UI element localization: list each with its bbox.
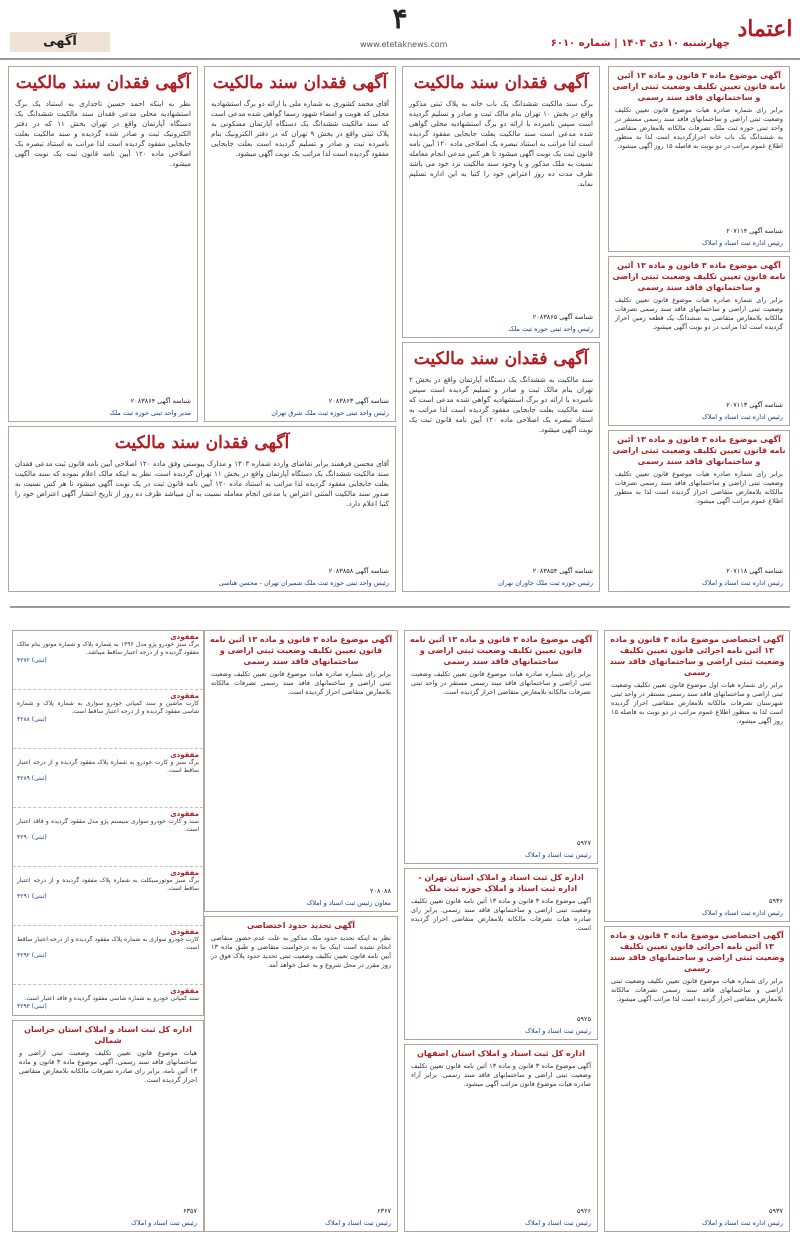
lost-ref: (ثبتی) ۴۲۸۸ — [17, 716, 47, 723]
ad-body: آگهی موضوع ماده ۳ قانون و ماده ۱۳ آئین نامه قانون تعیین تکلیف وضعیت ثبتی اراضی و ساختمانهای فاقد سند رسمی. برابر آراء صادره هیات موضوع قانون مراتب آگهی میشود. — [411, 1062, 592, 1088]
lost-item — [13, 690, 203, 749]
ad-footer: رئیس حوزه ثبت ملک خاوران تهران — [498, 579, 593, 587]
ad-footer: معاون رئیس ثبت اسناد و املاک — [306, 899, 391, 907]
ad-box — [608, 256, 790, 426]
lost-heading: مفقودی — [170, 928, 199, 936]
ad-box — [402, 342, 600, 592]
ad-footer: مدیر واحد ثبتی حوزه ثبت ملک — [109, 409, 191, 417]
ad-notice: شناسه آگهی ۲۰۸۳۸۶۳ — [328, 397, 389, 405]
ad-body: برگ سند مالکیت ششدانگ یک باب خانه به پلاک ثبتی مذکور واقع در بخش ۱۰ تهران بنام مالک ثبت و صادر و تسلیم گردیده است سپس نامبرده با ارائه دو برگ استشهادیه محلی گواهی شده مدعی است سند مالکیت بعلت جابجایی مفقود گردیده است لذا مراتب به استناد تبصره یک اصلاحی ماده ۱۲۰ آیین نامه قانون ثبت یک نوبت آگهی میشود تا هر کس مدعی انجام معامله نسبت به ملک مذکور و یا وجود سند مالکیت نزد خود می باشد ظرف مدت ده روز اعتراض خود را کتبا به این اداره تسلیم نماید. — [409, 100, 594, 188]
ad-footer: رئیس واحد ثبتی حوزه ثبت ملک شمیران تهران - محسن هناسی — [218, 579, 389, 587]
ad-notice: ۵۹۲۶ — [577, 1207, 591, 1215]
lost-heading: مفقودی — [170, 987, 199, 995]
ad-notice: شناسه آگهی ۲۰۸۳۸۵۸ — [328, 567, 389, 575]
ad-title: آگهی اختصاصی موضوع ماده ۳ قانون و ماده ۱۳ آئین نامه اجرائی قانون تعیین تکلیف وضعیت ثبتی اراضی و ساختمانهای فاقد سند رسمی — [609, 635, 785, 677]
section-divider — [10, 606, 790, 608]
ad-body: برابر رای شماره صادره هیات موضوع قانون تعیین تکلیف وضعیت ثبتی اراضی و ساختمانهای فاقد سند رسمی تصرفات مالکانه بلامعارض متقاضی به ششدانگ یک قطعه زمین احراز گردیده است لذا مراتب در دو نوبت آگهی میشود. — [615, 296, 783, 331]
ad-body: آقای محسن فرهمند برابر تقاضای وارده شماره ۱۴۰۳ و مدارک پیوستی وفق ماده ۱۲۰ اصلاحی آیین نامه قانون ثبت مدعی فقدان سند مالکیت ششدانگ یک دستگاه آپارتمان واقع در بخش ۱۱ تهران گردیده است، نظر به اینکه مالک اعلام نموده که سند مالکیت بعلت جابجایی مفقود گردیده لذا مراتب به استناد ماده ۱۲۰ آیین نامه قانون ثبت در یک نوبت آگهی میشود تا هر کس نسبت به صدور سند مالکیت المثنی اعتراض یا مدعی انجام معامله نسبت به آن میباشد ظرف ده روز از تاریخ انتشار آگهی اعتراض خود را کتبا اعلام دارد. — [15, 460, 390, 508]
ad-body: هیات موضوع قانون تعیین تکلیف وضعیت ثبتی اراضی و ساختمانهای فاقد سند رسمی. آگهی موضوع ماده ۳ قانون و ماده ۱۳ آئین نامه، برابر رای صادره تصرفات مالکانه بلامعارض متقاضی احراز گردیده است. — [19, 1049, 197, 1084]
ad-notice: شناسه آگهی ۲۰۸۳۸۵۴ — [532, 567, 593, 575]
ad-footer: رئیس واحد ثبتی حوزه ثبت ملک — [508, 325, 593, 333]
ad-box — [404, 630, 598, 864]
lost-body: برگ سبز و کارت خودرو به شماره پلاک مفقود گردیده و از درجه اعتبار ساقط است. — [17, 759, 199, 774]
ad-footer: رئیس ثبت اسناد و املاک — [131, 1219, 197, 1227]
ad-notice: شناسه آگهی ۲۰۸۳۸۶۵ — [532, 313, 593, 321]
ad-notice: ۲۰۸۰۸۸ — [370, 887, 391, 895]
ad-box — [204, 916, 398, 1232]
lost-body: کارت ماشین و سند کمپانی خودرو سواری به شماره پلاک و شماره شاسی مفقود گردیده و از درجه اعتبار ساقط است. — [17, 700, 199, 715]
ad-body: آقای محمد کشوری به شماره ملی با ارائه دو برگ استشهادیه محلی که هویت و امضاء شهود رسما گواهی شده مدعی است که سند مالکیت ششدانگ یک دستگاه آپارتمان مسکونی به پلاک ثبتی واقع در بخش ۹ تهران که در دفتر الکترونیک بنام نامبرده ثبت و صادر و تسلیم گردیده است بعلت جابجایی مفقود گردیده است لذا مراتب یک نوبت آگهی میشود. — [211, 100, 389, 158]
ad-notice: شناسه آگهی ۲۰۷۱۱۸ — [726, 567, 783, 575]
page-header — [0, 0, 800, 60]
lost-ref: (ثبتی) ۴۲۸۹ — [17, 775, 47, 782]
lost-body: برگ سبز موتورسیکلت به شماره پلاک مفقود گردیده و از درجه اعتبار ساقط است. — [17, 877, 199, 892]
ad-box — [204, 630, 398, 912]
section-label: آگهی — [10, 32, 110, 52]
lost-ref: (ثبتی) ۴۲۹۲ — [17, 952, 47, 959]
lost-heading: مفقودی — [170, 751, 199, 759]
ad-body: برابر رای شماره صادره هیات موضوع قانون تعیین تکلیف وضعیت ثبتی اراضی و ساختمانهای فاقد سند رسمی تصرفات مالکانه بلامعارض متقاضی احراز گردیده است لذا به منظور اطلاع عموم مراتب آگهی میشود. — [615, 470, 783, 505]
lost-body: سند و کارت خودرو سواری سیستم پژو مدل مفقود گردیده و فاقد اعتبار است. — [17, 818, 199, 833]
ad-title: آگهی موضوع ماده ۳ قانون و ماده ۱۳ آئین نامه قانون تعیین تکلیف وضعیت ثبتی اراضی و ساختمانهای فاقد سند رسمی — [209, 635, 393, 666]
ad-title: آگهی موضوع ماده ۳ قانون و ماده ۱۳ آئین نامه قانون تعیین تکلیف وضعیت ثبتی اراضی و ساختمانهای فاقد سند رسمی — [612, 435, 786, 466]
ad-footer: رئیس ثبت اسناد و املاک — [325, 1219, 391, 1227]
ad-title: آگهی موضوع ماده ۳ قانون و ماده ۱۳ آئین نامه قانون تعیین تکلیف وضعیت ثبتی اراضی و ساختمانهای فاقد سند رسمی — [612, 71, 786, 102]
ad-title: آگهی موضوع ماده ۳ قانون و ماده ۱۳ آئین نامه قانون تعیین تکلیف وضعیت ثبتی اراضی و ساختمانهای فاقد سند رسمی — [409, 635, 593, 666]
issue-date: چهارشنبه ۱۰ دی ۱۴۰۳ | شماره ۶۰۱۰ — [550, 38, 730, 49]
ad-box — [604, 630, 790, 922]
lost-body: کارت خودرو سواری به شماره پلاک مفقود گردیده و از درجه اعتبار ساقط است. — [17, 936, 199, 951]
ad-notice: ۶۳۶۷ — [377, 1207, 391, 1215]
lost-heading: مفقودی — [170, 692, 199, 700]
lost-item — [13, 808, 203, 867]
ad-title: اداره کل ثبت اسناد و املاک استان خراسان شمالی — [24, 1025, 192, 1045]
website-url: www.etetaknews.com — [360, 40, 448, 49]
ad-title: آگهی فقدان سند مالکیت — [212, 73, 388, 93]
ad-notice: ۶۳۵۷ — [183, 1207, 197, 1215]
lost-ref: (ثبتی) ۴۲۷۲ — [17, 657, 47, 664]
ad-title: اداره کل ثبت اسناد و املاک استان تهران - اداره ثبت اسناد و املاک حوزه ثبت ملک — [418, 873, 584, 893]
lost-item — [13, 749, 203, 808]
ad-title: آگهی فقدان سند مالکیت — [114, 433, 290, 453]
ad-title: آگهی موضوع ماده ۳ قانون و ماده ۱۳ آئین نامه قانون تعیین تکلیف وضعیت ثبتی اراضی و ساختمانهای فاقد سند رسمی — [612, 261, 786, 292]
ad-footer: رئیس ثبت اسناد و املاک — [525, 1027, 591, 1035]
ad-title: آگهی اختصاصی موضوع ماده ۳ قانون و ماده ۱۳ آئین نامه اجرائی قانون تعیین تکلیف وضعیت ثبتی اراضی و ساختمانهای فاقد سند رسمی — [609, 931, 785, 973]
ad-box — [608, 430, 790, 592]
ad-footer: رئیس واحد ثبتی حوزه ثبت ملک شرق تهران — [271, 409, 389, 417]
ad-notice: ۵۹۳۶ — [769, 897, 783, 905]
ad-footer: رئیس اداره ثبت اسناد و املاک — [702, 579, 783, 587]
ad-notice: شناسه آگهی ۲۰۸۳۸۶۴ — [130, 397, 191, 405]
ad-body: برابر رای شماره هیات اول موضوع قانون تعیین تکلیف وضعیت ثبتی اراضی و ساختمانهای فاقد سند رسمی مستقر در واحد ثبتی شهرستان تصرفات مالکانه بلامعارض متقاضی احراز گردیده است لذا به منظور اطلاع عموم مراتب در دو نوبت به فاصله ۱۵ روز آگهی میشود. — [611, 681, 783, 725]
lost-body: سند کمپانی خودرو به شماره شاسی مفقود گردیده و فاقد اعتبار است. — [24, 995, 199, 1002]
ad-box — [8, 426, 396, 592]
lost-item — [13, 867, 203, 926]
ad-footer: رئیس اداره ثبت اسناد و املاک — [702, 413, 783, 421]
ad-notice: شناسه آگهی ۲۰۷۱۱۴ — [726, 227, 783, 235]
ad-title: آگهی تحدید حدود اختصاصی — [246, 921, 356, 930]
ad-box — [404, 868, 598, 1040]
ad-box — [608, 66, 790, 252]
newspaper-logo: اعتماد — [737, 16, 793, 42]
ad-body: برابر رای شماره صادره هیات موضوع قانون تعیین تکلیف وضعیت ثبتی اراضی و ساختمانهای فاقد سند رسمی مستقر در واحد ثبتی حوزه ثبت ملک تصرفات مالکانه بلامعارض متقاضی به ششدانگ یک باب خانه احرازگردیده است لذا به منظور اطلاع عموم مراتب در دو نوبت به فاصله ۱۵ روز آگهی میشود. — [615, 106, 783, 150]
lost-items-column — [12, 630, 204, 1016]
lost-ref: (ثبتی) ۴۲۹۳ — [17, 1003, 47, 1010]
lost-heading: مفقودی — [170, 869, 199, 877]
ad-box — [12, 1020, 204, 1232]
ad-body: آگهی موضوع ماده ۳ قانون و ماده ۱۳ آئین نامه قانون تعیین تکلیف وضعیت ثبتی اراضی و ساختمانهای فاقد سند رسمی. برابر رای صادره هیات تصرفات مالکانه بلامعارض متقاضی احراز گردیده است. — [411, 897, 592, 932]
ad-footer: رئیس ثبت اسناد و املاک — [525, 1219, 591, 1227]
ad-body: برابر رای شماره صادره هیات موضوع قانون تعیین تکلیف وضعیت ثبتی اراضی و ساختمانهای فاقد سند رسمی مستقر در واحد ثبتی تصرفات مالکانه بلامعارض متقاضی احراز گردیده است. — [411, 670, 591, 696]
ad-footer: رئیس اداره ثبت اسناد و املاک — [702, 239, 783, 247]
lost-item — [13, 631, 203, 690]
lost-ref: (ثبتی) ۴۲۹۱ — [17, 893, 47, 900]
ad-notice: ۵۹۳۷ — [769, 1207, 783, 1215]
ad-box — [604, 926, 790, 1232]
ad-box — [204, 66, 396, 422]
ad-title: آگهی فقدان سند مالکیت — [15, 73, 191, 93]
lost-heading: مفقودی — [170, 810, 199, 818]
ad-body: نظر به اینکه احمد حسین تاجداری به استناد یک برگ استشهادیه محلی مدعی فقدان سند مالکیت ششدانگ یک دستگاه آپارتمان واقع در تهران بخش ۱۱ که در دفتر الکترونیک ثبت و صادر شده گردیده و سند مالکیت بعلت جابجایی مفقود گردیده است لذا مراتب به استناد تبصره یک اصلاحی ماده ۱۲۰ آیین نامه قانون ثبت یک نوبت آگهی میشود. — [15, 100, 191, 168]
lost-item — [13, 926, 203, 985]
ad-notice: ۵۹۲۵ — [577, 1015, 591, 1023]
ad-footer: رئیس ثبت اسناد و املاک — [525, 851, 591, 859]
ad-title: آگهی فقدان سند مالکیت — [413, 349, 589, 369]
ad-notice: ۵۹۲۷ — [577, 839, 591, 847]
ad-box — [404, 1044, 598, 1232]
ad-box — [8, 66, 198, 422]
ad-body: برابر رای شماره هیات موضوع قانون تعیین تکلیف وضعیت ثبتی اراضی و ساختمانهای فاقد سند رسمی تصرفات مالکانه بلامعارض متقاضی احراز گردیده است لذا مراتب آگهی میشود. — [611, 977, 783, 1003]
lost-body: برگ سبز خودرو پژو مدل ۱۳۹۶ به شماره پلاک و شماره موتور بنام مالک مفقود گردیده و از درجه اعتبار ساقط میباشد. — [17, 641, 199, 656]
ad-box — [402, 66, 600, 338]
ad-title: آگهی فقدان سند مالکیت — [413, 73, 589, 93]
ad-footer: رئیس اداره ثبت اسناد و املاک — [702, 909, 783, 917]
ad-body: سند مالکیت به ششدانگ یک دستگاه آپارتمان واقع در بخش ۲ تهران بنام مالک ثبت و صادر و تسلیم گردیده است سپس نامبرده با ارائه دو برگ استشهادیه گواهی شده مدعی است که سند مالکیت بعلت جابجایی مفقود گردیده است لذا مراتب به استناد تبصره یک اصلاحی ماده ۱۲۰ آیین نامه قانون ثبت یک نوبت آگهی میشود. — [409, 376, 593, 434]
ad-notice: شناسه آگهی ۲۰۷۱۱۳ — [726, 401, 783, 409]
ad-footer: رئیس اداره ثبت اسناد و املاک — [702, 1219, 783, 1227]
page-number: ۴ — [392, 2, 408, 35]
ad-body: نظر به اینکه تحدید حدود ملک مذکور به علت عدم حضور متقاضی انجام نشده است اینک بنا به درخواست متقاضی و طبق ماده ۱۳ آیین نامه قانون تعیین تکلیف وضعیت ثبتی تحدید حدود پلاک فوق در روز مقرر در محل شروع و به عمل خواهد آمد. — [211, 934, 391, 969]
lost-heading: مفقودی — [170, 633, 199, 641]
lost-ref: (ثبتی) ۴۲۹۰ — [17, 834, 47, 841]
ad-title: اداره کل ثبت اسناد و املاک استان اصفهان — [417, 1049, 585, 1058]
ad-body: برابر رای شماره صادره هیات موضوع قانون تعیین تکلیف وضعیت ثبتی اراضی و ساختمانهای فاقد سند رسمی تصرفات مالکانه بلامعارض متقاضی احراز گردیده است. — [211, 670, 391, 696]
